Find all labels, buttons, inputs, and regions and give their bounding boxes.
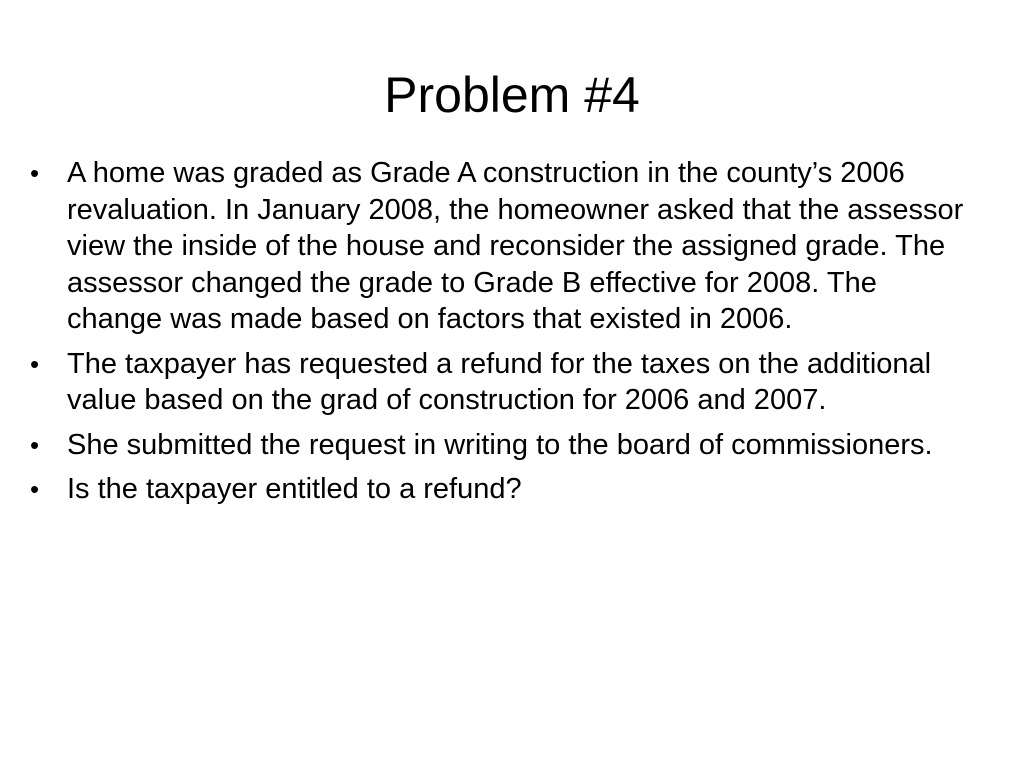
bullet-text: A home was graded as Grade A construction in the county’s 2006 revaluation. In January 2008, the homeowner asked that the assessor view the inside of the house and reconsider the assigned grade. The assessor changed the grade to Grade B effective for 2008. The change was made based on factors that existed in 2006.	[67, 157, 964, 335]
bullet-list	[30, 155, 980, 516]
bullet-dot-icon: •	[30, 429, 40, 460]
slide-title: Problem #4	[384, 67, 640, 123]
bullet-text: She submitted the request in writing to the board of commissioners.	[67, 428, 933, 461]
bullet-text: Is the taxpayer entitled to a refund?	[67, 473, 522, 505]
bullet-dot-icon: •	[30, 474, 40, 504]
bullet-item	[30, 346, 980, 419]
bullet-dot-icon: •	[30, 158, 40, 188]
bullet-item	[30, 471, 980, 508]
bullet-dot-icon: •	[30, 348, 40, 379]
bullet-text: The taxpayer has requested a refund for the taxes on the additional value based on the grad of construction for 2006 and 2007.	[67, 347, 932, 416]
bullet-item	[30, 155, 980, 338]
bullet-item	[30, 427, 980, 464]
